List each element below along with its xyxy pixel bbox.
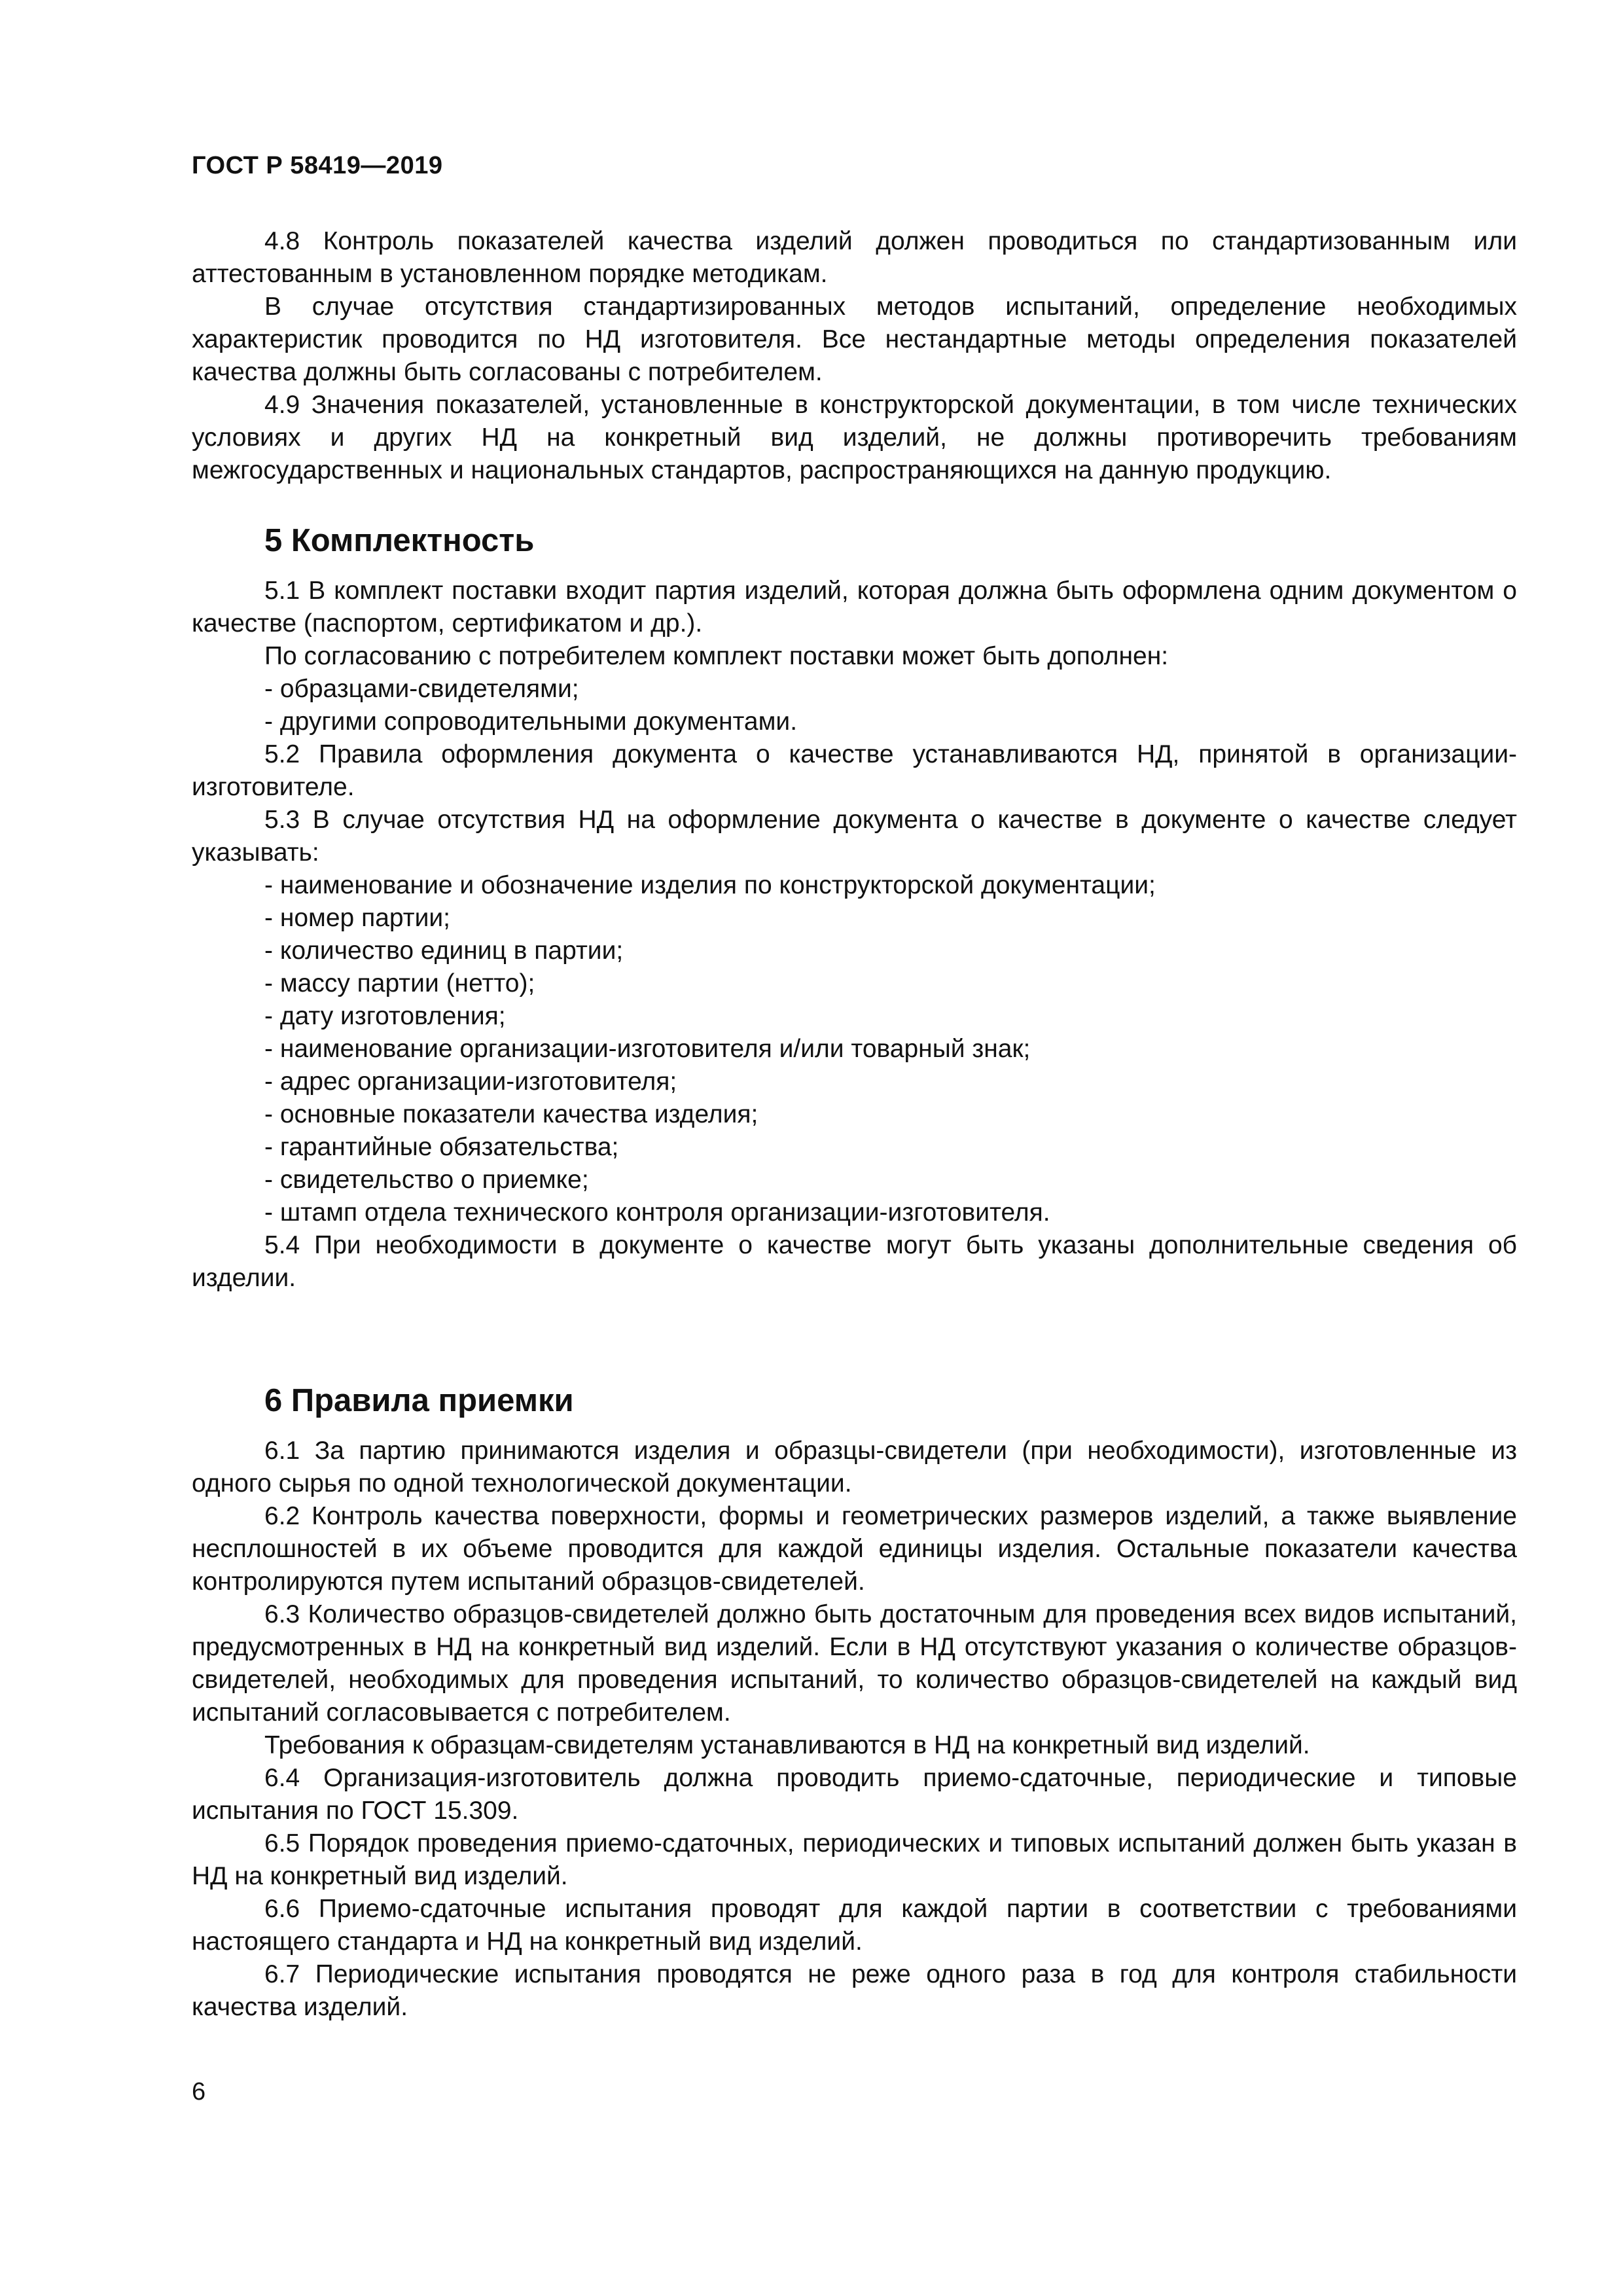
list-item: - дату изготовления;: [264, 1002, 506, 1030]
list-item: - гарантийные обязательства;: [264, 1133, 619, 1161]
document-id: ГОСТ Р 58419—2019: [192, 152, 443, 179]
paragraph-6-4: 6.4 Организация-изготовитель должна проводить приемо-сдаточные, периодические и типовые испытания по ГОСТ 15.309.: [192, 1764, 1517, 1825]
paragraph-5-1: 5.1 В комплект поставки входит партия изделий, которая должна быть оформлена одним документом о качестве (паспортом, сертификатом и др.).: [192, 577, 1517, 637]
list-item: - основные показатели качества изделия;: [264, 1100, 758, 1128]
document-page: [192, 0, 1517, 2296]
list-item: - наименование и обозначение изделия по конструкторской документации;: [264, 871, 1156, 899]
list-item: - количество единиц в партии;: [264, 937, 624, 965]
list-item: - другими сопроводительными документами.: [264, 708, 798, 736]
list-item: - штамп отдела технического контроля организации-изготовителя.: [264, 1198, 1050, 1227]
paragraph-6-2: 6.2 Контроль качества поверхности, формы и геометрических размеров изделий, а также выявление несплошностей в их объеме проводится для каждой единицы изделия. Остальные показатели качества контролируются путем испытаний образцов-свидетелей.: [192, 1502, 1517, 1596]
list-item: - массу партии (нетто);: [264, 969, 535, 997]
list-item: - наименование организации-изготовителя и/или товарный знак;: [264, 1035, 1031, 1063]
list-item: - номер партии;: [264, 904, 450, 932]
section-5-title: 5 Комплектность: [264, 523, 535, 558]
list-item: - образцами-свидетелями;: [264, 675, 579, 703]
paragraph-6-5: 6.5 Порядок проведения приемо-сдаточных, периодических и типовых испытаний должен быть указан в НД на конкретный вид изделий.: [192, 1829, 1517, 1890]
paragraph-6-3-continued: Требования к образцам-свидетелям устанавливаются в НД на конкретный вид изделий.: [264, 1731, 1310, 1759]
section-6-title: 6 Правила приемки: [264, 1383, 574, 1418]
list-item: - свидетельство о приемке;: [264, 1166, 589, 1194]
paragraph-6-1: 6.1 За партию принимаются изделия и образцы-свидетели (при необходимости), изготовленные из одного сырья по одной технологической документации.: [192, 1437, 1517, 1498]
paragraph-5-2: 5.2 Правила оформления документа о качестве устанавливаются НД, принятой в организации-изготовителе.: [192, 740, 1517, 801]
paragraph-5-3: 5.3 В случае отсутствия НД на оформление документа о качестве в документе о качестве следует указывать:: [192, 806, 1517, 867]
list-item: - адрес организации-изготовителя;: [264, 1067, 677, 1096]
paragraph-5-4: 5.4 При необходимости в документе о качестве могут быть указаны дополнительные сведения об изделии.: [192, 1231, 1517, 1292]
paragraph-5-1-continued: По согласованию с потребителем комплект поставки может быть дополнен:: [264, 642, 1169, 670]
page-number: 6: [192, 2078, 206, 2106]
document-body: [192, 225, 1517, 2024]
paragraph-6-6: 6.6 Приемо-сдаточные испытания проводят для каждой партии в соответствии с требованиями настоящего стандарта и НД на конкретный вид изделий.: [192, 1895, 1517, 1956]
paragraph-4-8-continued: В случае отсутствия стандартизированных методов испытаний, определение необходимых характеристик проводится по НД изготовителя. Все нестандартные методы определения показателей качества должны быть согласованы с потребителем.: [192, 293, 1517, 386]
paragraph-6-3: 6.3 Количество образцов-свидетелей должно быть достаточным для проведения всех видов испытаний, предусмотренных в НД на конкретный вид изделий. Если в НД отсутствуют указания о количестве образцов-свидетелей, необходимых для проведения испытаний, то количество образцов-свидетелей на каждый вид испытаний согласовывается с потребителем.: [192, 1600, 1517, 1727]
paragraph-6-7: 6.7 Периодические испытания проводятся не реже одного раза в год для контроля стабильности качества изделий.: [192, 1960, 1517, 2021]
paragraph-4-8: 4.8 Контроль показателей качества изделий должен проводиться по стандартизованным или аттестованным в установленном порядке методикам.: [192, 227, 1517, 288]
paragraph-4-9: 4.9 Значения показателей, установленные в конструкторской документации, в том числе технических условиях и других НД на конкретный вид изделий, не должны противоречить требованиям межгосударственных и национальных стандартов, распространяющихся на данную продукцию.: [192, 391, 1517, 484]
